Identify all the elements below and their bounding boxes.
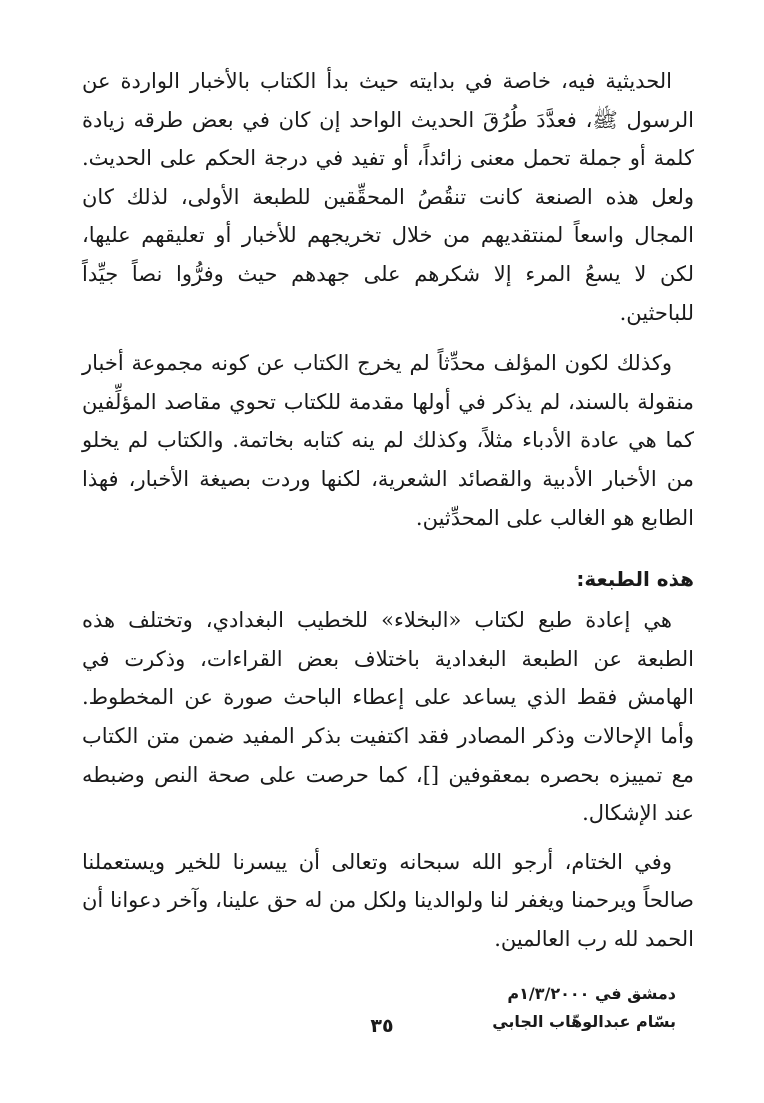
signature-place-date: دمشق في ١/٣/٢٠٠٠م	[507, 984, 676, 1004]
signature-author: بسّام عبدالوهّاب الجابي	[492, 1012, 676, 1032]
page-body	[82, 62, 694, 1036]
page-number: ٣٥	[370, 1015, 394, 1037]
paragraph-4: وفي الختام، أرجو الله سبحانه وتعالى أن ييسرنا للخير ويستعملنا صالحاً ويرحمنا ويغفر لنا ولوالدينا ولكل من له حق علينا، وآخر دعوانا أن الحمد لله رب العالمين.	[82, 849, 694, 951]
paragraph-2: وكذلك لكون المؤلف محدِّثاً لم يخرج الكتاب عن كونه مجموعة أخبار منقولة بالسند، لم يذكر في أولها مقدمة للكتاب تحوي مقاصد المؤلِّفين كما هي عادة الأدباء مثلاً، وكذلك لم ينه كتابه بخاتمة. والكتاب لم يخلو من الأخبار الأدبية والقصائد الشعرية، لكنها وردت بصيغة الأخبار، فهذا الطابع هو الغالب على المحدِّثين.	[82, 351, 694, 530]
section-heading: هذه الطبعة:	[576, 567, 694, 592]
paragraph-3: هي إعادة طبع لكتاب «البخلاء» للخطيب البغدادي، وتختلف هذه الطبعة عن الطبعة البغدادية باختلاف بعض القراءات، وذكرت في الهامش فقط الذي يساعد على إعطاء الباحث صورة عن المخطوط. وأما الإحالات وذكر المصادر فقد اكتفيت بذكر المفيد ضمن متن الكتاب مع تمييزه بحصره بمعقوفين []، كما حرصت على صحة النص وضبطه عند الإشكال.	[82, 608, 694, 826]
paragraph-1: الحديثية فيه، خاصة في بدايته حيث بدأ الكتاب بالأخبار الواردة عن الرسول ﷺ، فعدَّدَ طُرُقَ الحديث الواحد إن كان في بعض طرقه زيادة كلمة أو جملة تحمل معنى زائداً، أو تفيد في درجة الحكم على الحديث. ولعل هذه الصنعة كانت تنقُصُ المحقِّقين للطبعة الأولى، لذلك كان المجال واسعاً لمنتقديهم من خلال تخريجهم للأخبار أو تعليقهم عليها، لكن لا يسعُ المرء إلا شكرهم على جهدهم حيث وفرُّوا نصاً جيِّداً للباحثين.	[82, 69, 694, 325]
